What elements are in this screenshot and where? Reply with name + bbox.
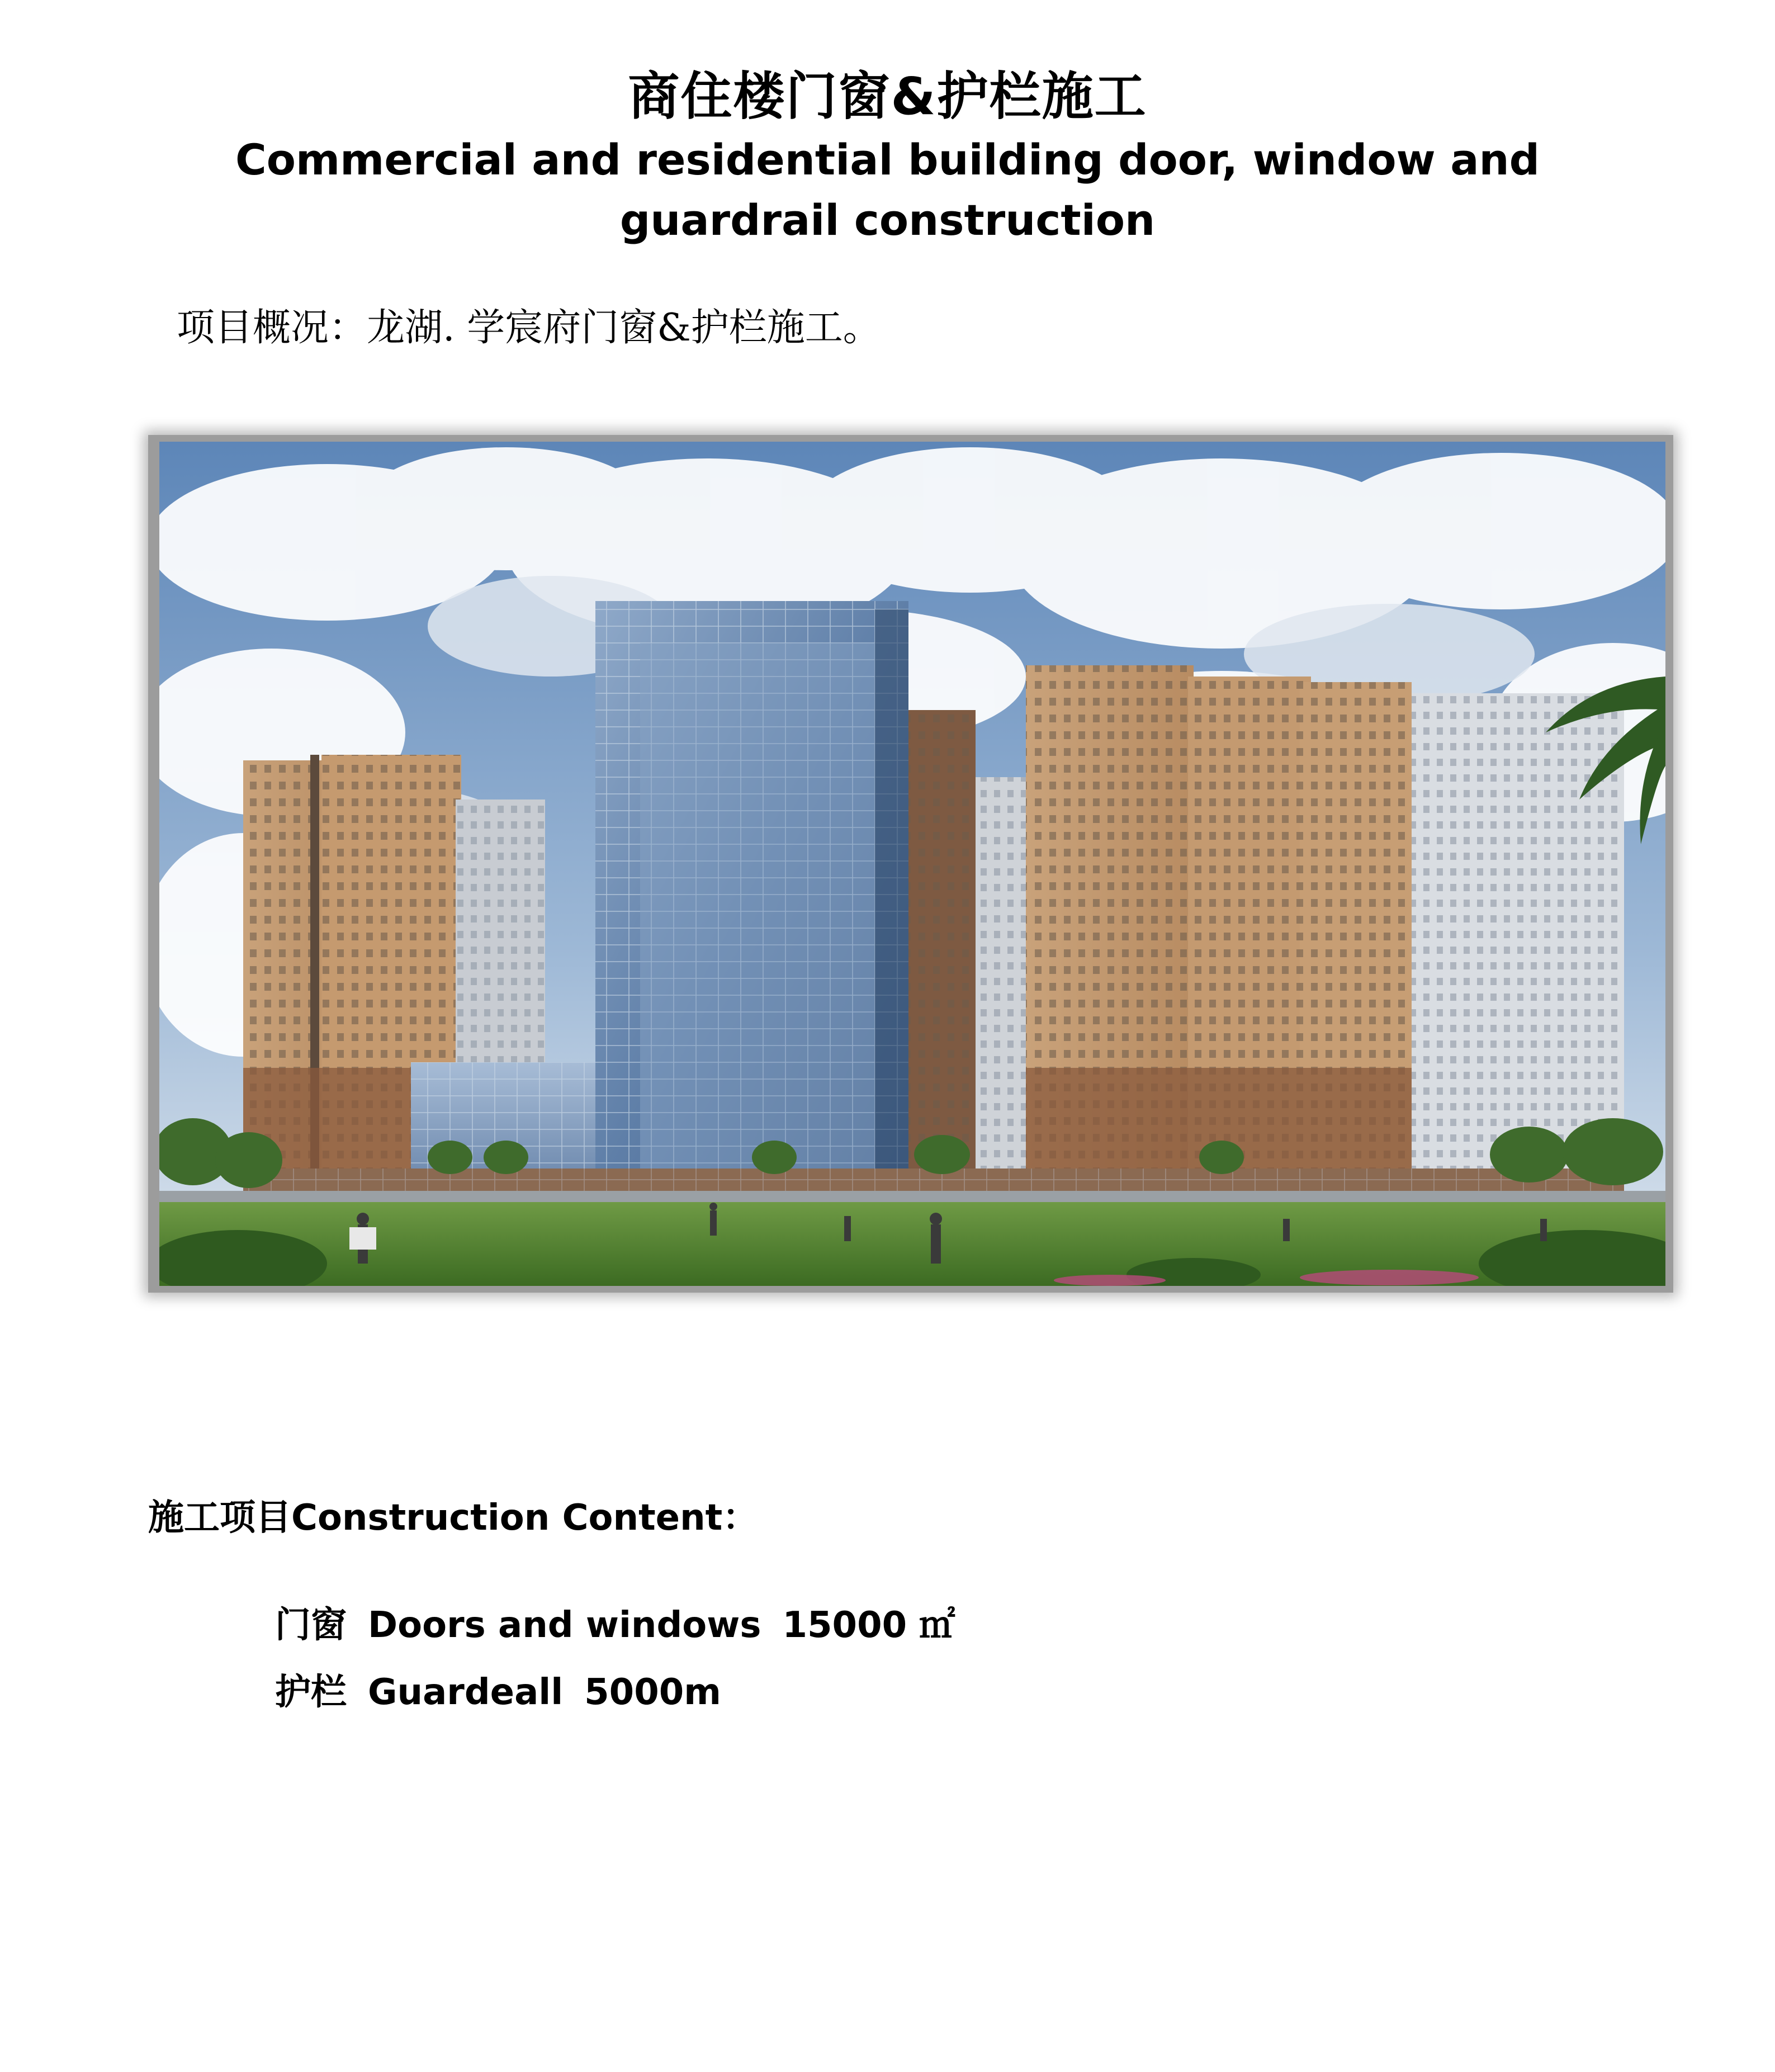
building-rendering-frame (148, 435, 1673, 1293)
page-title-en-line2: guardrail construction (619, 195, 1156, 245)
item-label-cn: 护栏 (275, 1672, 347, 1713)
construction-content-heading: 施工项目Construction Content： (148, 1497, 759, 1539)
construction-item-guardrail (275, 1667, 721, 1718)
item-label-en: Guardeall (368, 1672, 564, 1713)
item-label-en: Doors and windows (368, 1605, 761, 1646)
page-title-cn: 商住楼门窗&护栏施工 (628, 67, 1147, 126)
page-title-en (0, 130, 1775, 250)
item-quantity: 5000m (584, 1672, 721, 1713)
building-rendering-image (159, 442, 1665, 1286)
item-quantity: 15000 ㎡ (782, 1605, 955, 1646)
project-overview: 项目概况：龙湖. 学宸府门窗&护栏施工。 (177, 306, 881, 350)
item-label-cn: 门窗 (275, 1605, 347, 1646)
construction-item-doors-windows (275, 1600, 955, 1650)
page-title-en-line1: Commercial and residential building door, window and (235, 135, 1540, 185)
